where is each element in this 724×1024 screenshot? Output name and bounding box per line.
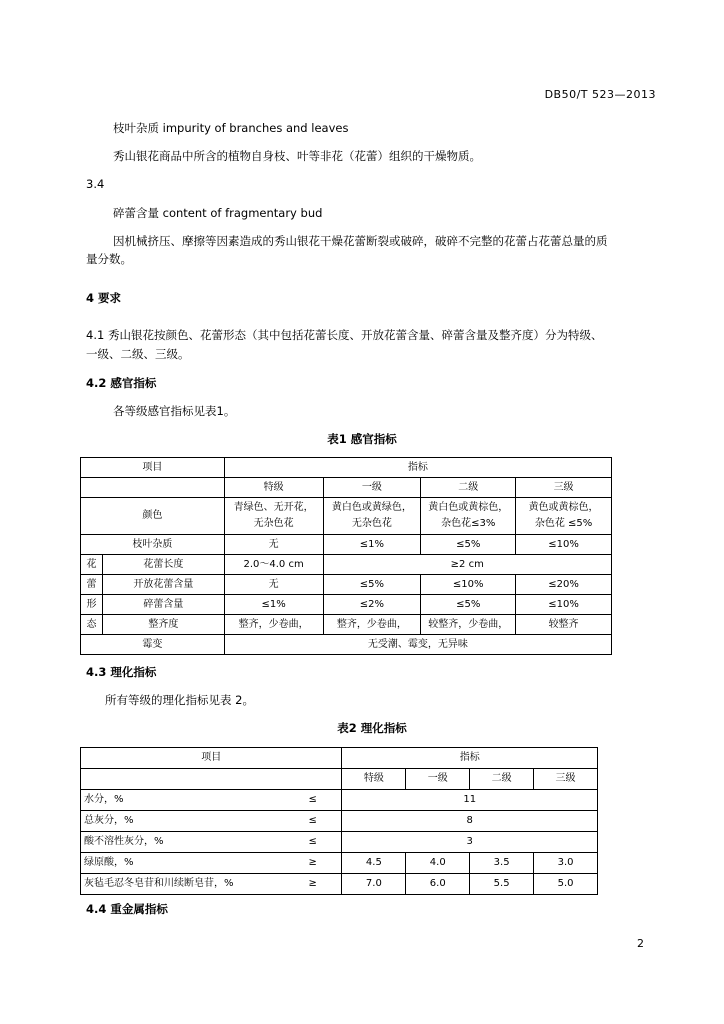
table1-cell: 无 [224, 535, 323, 555]
clause-4-2-text: 各等级感官指标见表1。 [113, 404, 236, 418]
table2-row-operator: ≤ [284, 811, 342, 832]
table1-cell: ≤20% [516, 575, 612, 595]
table2-row-name: 水分，% [81, 790, 285, 811]
table1-row-label-uniform: 整齐度 [102, 615, 224, 635]
table2-caption: 表2 理化指标 [337, 721, 407, 735]
clause-4-3-text: 所有等级的理化指标见表 2。 [105, 693, 254, 707]
table2-row-operator: ≥ [284, 874, 342, 895]
table1-grade: 二级 [421, 478, 516, 498]
section-4-3-title: 4.3 理化指标 [86, 665, 157, 679]
table2-cell: 4.5 [342, 853, 406, 874]
table1-cell: ≤10% [516, 595, 612, 615]
table1-cell: 整齐，少卷曲， [323, 615, 421, 635]
section-4-2-title: 4.2 感官指标 [86, 376, 157, 390]
table1-group-label: 蕾 [81, 575, 103, 595]
table1-empty-cell [81, 478, 225, 498]
table2-grade: 三级 [534, 769, 598, 790]
cell-line: 黄白色或黄绿色， [331, 502, 412, 513]
table1-cell: 较整齐，少卷曲， [421, 615, 516, 635]
table2-cell: 8 [342, 811, 598, 832]
clause-4-1-line1: 4.1 秀山银花按颜色、花蕾形态（其中包括花蕾长度、开放花蕾含量、碎蕾含量及整齐度）分为特级、 [86, 328, 603, 342]
table1-cell: ≤5% [421, 595, 516, 615]
table2-grade: 二级 [470, 769, 534, 790]
table1-cell: ≤5% [323, 575, 421, 595]
section-4-4-title: 4.4 重金属指标 [86, 902, 168, 916]
table1-sensory [80, 457, 612, 655]
clause-4-1-line2: 一级、二级、三级。 [86, 347, 190, 361]
table1-row-label-color: 颜色 [81, 498, 225, 535]
table1-cell: 整齐，少卷曲， [224, 615, 323, 635]
table1-color-cell [516, 498, 612, 535]
table1-grade: 一级 [323, 478, 421, 498]
table1-cell: ≤10% [516, 535, 612, 555]
section-3-4-number: 3.4 [86, 177, 105, 191]
section-4-title: 4 要求 [86, 291, 122, 305]
cell-line: 杂色花≤3% [441, 518, 496, 529]
table1-cell: ≤2% [323, 595, 421, 615]
table2-row-name: 酸不溶性灰分，% [81, 832, 285, 853]
term-branches-title: 枝叶杂质 impurity of branches and leaves [113, 121, 349, 135]
table1-cell: ≤5% [421, 535, 516, 555]
table1-color-cell [323, 498, 421, 535]
table2-row-name: 灰毡毛忍冬皂苷和川续断皂苷，% [81, 874, 285, 895]
table2-physicochemical [80, 747, 598, 895]
table2-cell: 3.5 [470, 853, 534, 874]
table2-cell: 5.0 [534, 874, 598, 895]
table1-header-index: 指标 [224, 458, 611, 478]
term-fragment-definition-line1: 因机械挤压、摩擦等因素造成的秀山银花干燥花蕾断裂或破碎，破碎不完整的花蕾占花蕾总量的质 [113, 234, 608, 248]
table2-cell: 11 [342, 790, 598, 811]
cell-line: 无杂色花 [253, 518, 294, 529]
table1-group-label: 形 [81, 595, 103, 615]
table1-row-label-branch: 枝叶杂质 [81, 535, 225, 555]
table2-row-operator: ≤ [284, 790, 342, 811]
table2-grade: 特级 [342, 769, 406, 790]
table2-grade: 一级 [406, 769, 470, 790]
term-fragment-title: 碎蕾含量 content of fragmentary bud [113, 206, 323, 220]
table1-cell: ≤1% [323, 535, 421, 555]
table1-grade: 特级 [224, 478, 323, 498]
table1-header-item: 项目 [81, 458, 225, 478]
cell-line: 杂色花 ≤5% [534, 518, 593, 529]
cell-line: 黄白色或黄棕色， [428, 502, 509, 513]
table1-cell: 2.0～4.0 cm [224, 555, 323, 575]
table1-group-label: 态 [81, 615, 103, 635]
table1-row-label-open: 开放花蕾含量 [102, 575, 224, 595]
term-fragment-definition-line2: 量分数。 [86, 252, 132, 266]
table1-cell: 较整齐 [516, 615, 612, 635]
table1-cell: ≤10% [421, 575, 516, 595]
table2-empty-cell [81, 769, 342, 790]
table1-cell: ≥2 cm [323, 555, 612, 575]
table2-row-operator: ≥ [284, 853, 342, 874]
table2-header-item: 项目 [81, 748, 342, 769]
table1-cell: 无 [224, 575, 323, 595]
table1-color-cell [421, 498, 516, 535]
page-number: 2 [637, 937, 644, 950]
table2-cell: 6.0 [406, 874, 470, 895]
table1-caption: 表1 感官指标 [327, 432, 397, 446]
table2-cell: 3 [342, 832, 598, 853]
cell-line: 无杂色花 [351, 518, 392, 529]
table1-row-label-fragment: 碎蕾含量 [102, 595, 224, 615]
table1-grade: 三级 [516, 478, 612, 498]
table1-group-label: 花 [81, 555, 103, 575]
doc-code: DB50/T 523—2013 [544, 88, 656, 101]
table1-color-cell [224, 498, 323, 535]
table1-cell: ≤1% [224, 595, 323, 615]
table2-cell: 5.5 [470, 874, 534, 895]
table2-header-index: 指标 [342, 748, 598, 769]
table1-cell: 无受潮、霉变，无异味 [224, 635, 611, 655]
table1-row-label-length: 花蕾长度 [102, 555, 224, 575]
table2-row-name: 总灰分，% [81, 811, 285, 832]
cell-line: 青绿色、无开花， [233, 502, 314, 513]
table1-row-label-mold: 霉变 [81, 635, 225, 655]
table2-cell: 7.0 [342, 874, 406, 895]
table2-row-operator: ≤ [284, 832, 342, 853]
table2-cell: 3.0 [534, 853, 598, 874]
table2-cell: 4.0 [406, 853, 470, 874]
table2-row-name: 绿原酸，% [81, 853, 285, 874]
term-branches-definition: 秀山银花商品中所含的植物自身枝、叶等非花（花蕾）组织的干燥物质。 [113, 149, 481, 163]
cell-line: 黄色或黄棕色， [528, 502, 599, 513]
